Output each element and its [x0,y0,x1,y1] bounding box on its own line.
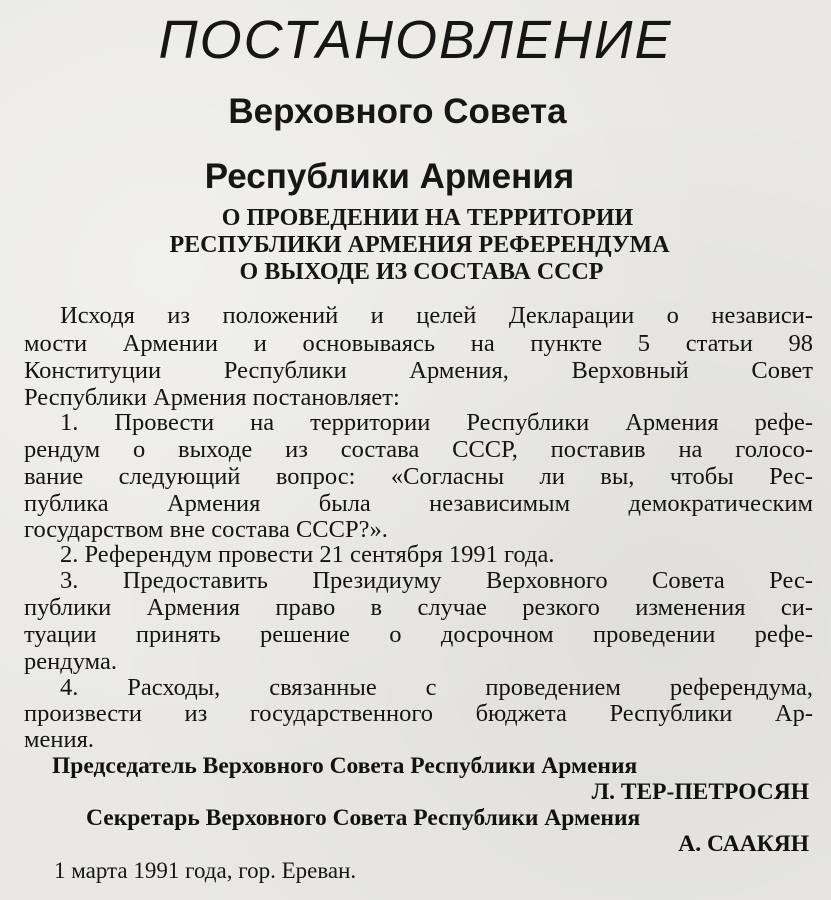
body-line: Республики Армения постановляет: [24,384,400,411]
body-line: 2. Референдум провести 21 сентября 1991 года. [60,541,555,568]
body-line: Конституции Республики Армения, Верховный Совет [24,357,813,384]
body-line: мости Армении и основываясь на пункте 5 статьи 98 [24,330,813,357]
subtitle-line-2: Республики Армения [204,157,575,196]
body-line: публика Армения была независимым демократическим [24,490,813,517]
body-line: мения. [24,726,94,753]
subtitle-line-1: Верховного Совета [228,92,567,131]
date-place: 1 марта 1991 года, гор. Ереван. [54,858,357,883]
secretary-name: А. СААКЯН [678,831,809,857]
body-line: 3. Предоставить Президиуму Верховного Совета Рес- [60,567,813,594]
chairman-name: Л. ТЕР-ПЕТРОСЯН [591,779,809,805]
body-line: туации принять решение о досрочном проведении рефе- [24,621,813,648]
chairman-title: Председатель Верховного Совета Республики Армения [52,753,638,779]
body-line: 1. Провести на территории Республики Армения рефе- [60,409,813,436]
body-line: публики Армения право в случае резкого изменения си- [24,594,813,621]
body-line: рендум о выходе из состава СССР, поставив на голосо- [24,436,813,463]
body-line: государством вне состава СССР?». [24,516,388,543]
body-line: вание следующий вопрос: «Согласны ли вы, чтобы Рес- [24,463,813,490]
secretary-title: Секретарь Верховного Совета Республики Армения [86,805,641,831]
body-line: рендума. [24,648,117,675]
heading-line-2: РЕСПУБЛИКИ АРМЕНИЯ РЕФЕРЕНДУМА [169,232,670,258]
heading-line-1: О ПРОВЕДЕНИИ НА ТЕРРИТОРИИ [221,205,634,231]
body-line: произвести из государственного бюджета Республики Ар- [24,700,813,727]
document-title: ПОСТАНОВЛЕНИЕ [158,10,673,70]
heading-line-3: О ВЫХОДЕ ИЗ СОСТАВА СССР [239,259,604,285]
body-line: 4. Расходы, связанные с проведением референдума, [60,674,813,701]
body-line: Исходя из положений и целей Декларации о независи- [60,302,813,329]
